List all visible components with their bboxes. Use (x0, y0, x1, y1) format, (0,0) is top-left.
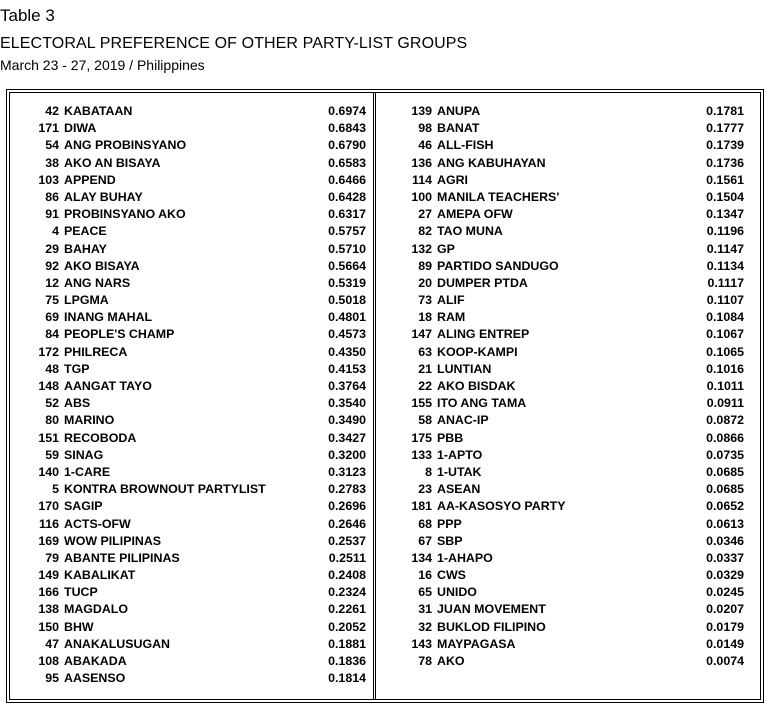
party-name: AKO AN BISAYA (64, 155, 161, 170)
party-number: 166 (38, 585, 59, 600)
preference-value: 0.4350 (328, 344, 366, 359)
preference-value: 0.0149 (706, 636, 744, 651)
table-row (380, 619, 744, 636)
table-row (14, 241, 366, 258)
party-name: ALL-FISH (437, 138, 494, 153)
party-name: AA-KASOSYO PARTY (437, 499, 566, 514)
preference-value: 0.5664 (328, 258, 366, 273)
party-number: 151 (38, 430, 59, 445)
table-row (14, 412, 366, 429)
preference-value: 0.0685 (706, 482, 744, 497)
party-name: PPP (437, 516, 462, 531)
table-row (14, 653, 366, 670)
preference-value: 0.2052 (328, 619, 366, 634)
party-name: ALIF (437, 293, 465, 308)
preference-value: 0.3490 (328, 413, 366, 428)
preference-value: 0.0652 (706, 499, 744, 514)
right-column (380, 103, 744, 670)
table-row (14, 430, 366, 447)
table-row (14, 275, 366, 292)
preference-value: 0.2511 (328, 550, 366, 565)
party-name: PEACE (64, 224, 107, 239)
party-name: AKO BISAYA (64, 258, 140, 273)
preference-value: 0.1781 (706, 104, 744, 118)
party-name: PROBINSYANO AKO (64, 207, 186, 222)
party-number: 114 (412, 172, 432, 187)
party-number: 68 (418, 516, 432, 531)
party-name: ABANTE PILIPINAS (64, 550, 180, 565)
party-name: ALING ENTREP (437, 327, 530, 342)
party-name: ABS (64, 396, 91, 411)
table-row (14, 619, 366, 636)
table-row (380, 498, 744, 515)
party-name: SBP (437, 533, 463, 548)
party-number: 23 (418, 482, 432, 497)
table-row (380, 430, 744, 447)
table-row (14, 498, 366, 515)
table-row (14, 120, 366, 137)
party-name: ANAKALUSUGAN (64, 636, 171, 651)
party-name: MANILA TEACHERS' (437, 189, 560, 204)
party-name: ANAC-IP (437, 413, 489, 428)
party-name: RECOBODA (64, 430, 137, 445)
party-name: LUNTIAN (437, 361, 492, 376)
party-number: 172 (38, 344, 59, 359)
table-row (380, 172, 744, 189)
preference-value: 0.3427 (328, 430, 366, 445)
preference-value: 0.3200 (328, 447, 366, 462)
table-row (14, 137, 366, 154)
party-number: 169 (38, 533, 59, 548)
preference-value: 0.1736 (706, 155, 744, 170)
party-number: 91 (45, 207, 59, 222)
party-number: 134 (411, 550, 432, 565)
party-name: BAHAY (64, 241, 107, 256)
party-name: KONTRA BROWNOUT PARTYLIST (64, 482, 266, 497)
table-row (380, 601, 744, 618)
table-row (14, 395, 366, 412)
table-row (14, 361, 366, 378)
table-row (380, 550, 744, 567)
preference-value: 0.5018 (328, 293, 366, 308)
preference-value: 0.0613 (706, 516, 744, 531)
party-name: KABATAAN (64, 104, 133, 118)
party-name: KOOP-KAMPI (437, 344, 518, 359)
table-row (380, 533, 744, 550)
party-number: 54 (45, 138, 59, 153)
party-number: 139 (411, 104, 432, 118)
party-name: ANG PROBINSYANO (64, 138, 187, 153)
table-row (380, 103, 744, 120)
table-row (380, 223, 744, 240)
preference-value: 0.4153 (328, 361, 366, 376)
party-name: SINAG (64, 447, 104, 462)
preference-value: 0.1561 (706, 172, 744, 187)
table-row (380, 189, 744, 206)
party-name: JUAN MOVEMENT (437, 602, 546, 617)
party-number: 116 (39, 516, 59, 531)
table-row (380, 137, 744, 154)
table-row (380, 258, 744, 275)
party-number: 22 (418, 379, 432, 393)
column-divider (373, 92, 376, 700)
table-row (14, 292, 366, 309)
preference-value: 0.4573 (328, 327, 366, 342)
preference-value: 0.1777 (706, 121, 744, 136)
preference-value: 0.0866 (706, 430, 744, 445)
preference-value: 0.3123 (328, 464, 366, 479)
table-row (14, 172, 366, 189)
table-row (14, 103, 366, 120)
party-name: TUCP (64, 585, 98, 600)
preference-value: 0.0872 (706, 413, 744, 428)
party-name: AANGAT TAYO (64, 379, 152, 393)
party-name: WOW PILIPINAS (64, 533, 162, 548)
party-number: 147 (411, 327, 432, 342)
table-row (14, 550, 366, 567)
party-number: 27 (418, 207, 432, 222)
table-row (14, 464, 366, 481)
party-name: ASEAN (437, 482, 481, 497)
party-number: 133 (411, 447, 432, 462)
preference-value: 0.0207 (706, 602, 744, 617)
preference-value: 0.1134 (706, 258, 744, 273)
party-number: 95 (45, 671, 59, 686)
party-number: 136 (411, 155, 432, 170)
preference-value: 0.1504 (706, 189, 744, 204)
preference-value: 0.0346 (706, 533, 744, 548)
party-number: 79 (45, 550, 59, 565)
party-name: TGP (64, 361, 90, 376)
table-row (14, 326, 366, 343)
preference-value: 0.6843 (328, 121, 366, 136)
party-name: ANG NARS (64, 275, 131, 290)
party-number: 100 (411, 189, 432, 204)
table-row (14, 584, 366, 601)
party-number: 155 (411, 396, 432, 411)
party-name: SAGIP (64, 499, 103, 514)
preference-value: 0.3764 (328, 379, 366, 393)
party-name: PEOPLE'S CHAMP (64, 327, 175, 342)
party-number: 98 (418, 121, 432, 136)
preference-value: 0.1881 (328, 636, 366, 651)
table-row (14, 447, 366, 464)
preference-value: 0.2261 (328, 602, 366, 617)
table-row (380, 516, 744, 533)
party-name: PHILRECA (64, 344, 128, 359)
party-number: 8 (425, 464, 432, 479)
party-number: 175 (411, 430, 432, 445)
party-number: 48 (45, 361, 59, 376)
preference-value: 0.2646 (328, 516, 366, 531)
party-number: 92 (45, 258, 59, 273)
table-row (14, 533, 366, 550)
party-number: 18 (418, 310, 432, 325)
preference-value: 0.5757 (328, 224, 366, 239)
party-number: 5 (52, 482, 59, 497)
preference-value: 0.2408 (328, 568, 366, 583)
table-row (380, 584, 744, 601)
party-name: BHW (64, 619, 94, 634)
table-row (14, 309, 366, 326)
left-column (14, 103, 366, 687)
party-name: AGRI (437, 172, 468, 187)
table-title: ELECTORAL PREFERENCE OF OTHER PARTY-LIST GROUPS (0, 35, 468, 52)
party-number: 20 (418, 275, 432, 290)
table-row (380, 309, 744, 326)
preference-value: 0.2537 (328, 533, 366, 548)
party-name: AKO BISDAK (437, 379, 516, 393)
preference-value: 0.6466 (328, 172, 366, 187)
preference-value: 0.0337 (706, 550, 744, 565)
table-row (380, 206, 744, 223)
table-row (14, 258, 366, 275)
table-row (14, 344, 366, 361)
party-number: 103 (38, 172, 59, 187)
table-row (380, 120, 744, 137)
table-row (14, 636, 366, 653)
preference-value: 0.4801 (328, 310, 366, 325)
party-number: 78 (418, 654, 432, 668)
party-number: 80 (45, 413, 59, 428)
party-name: ALAY BUHAY (64, 189, 143, 204)
table-row (380, 344, 744, 361)
party-number: 47 (45, 636, 59, 651)
party-number: 149 (38, 568, 59, 583)
table-label: Table 3 (0, 6, 55, 25)
party-number: 132 (411, 241, 432, 256)
table-row (380, 481, 744, 498)
party-number: 65 (418, 585, 432, 600)
preference-value: 0.0329 (706, 568, 744, 583)
party-name: MAGDALO (64, 602, 129, 617)
party-number: 29 (45, 241, 59, 256)
table-row (380, 567, 744, 584)
party-name: 1-AHAPO (437, 550, 493, 565)
party-name: ANUPA (437, 104, 481, 118)
party-number: 21 (418, 361, 432, 376)
preference-value: 0.6428 (328, 189, 366, 204)
party-name: DIWA (64, 121, 97, 136)
table-row (14, 516, 366, 533)
party-number: 16 (418, 568, 432, 583)
party-name: APPEND (64, 172, 116, 187)
preference-value: 0.1814 (328, 671, 366, 686)
party-number: 69 (45, 310, 59, 325)
party-name: AASENSO (64, 671, 126, 686)
table-row (380, 292, 744, 309)
table-row (380, 395, 744, 412)
table-row (380, 636, 744, 653)
table-row (380, 464, 744, 481)
table-row (380, 155, 744, 172)
preference-value: 0.1011 (706, 379, 744, 393)
party-number: 148 (38, 379, 59, 393)
party-number: 63 (418, 344, 432, 359)
party-name: BUKLOD FILIPINO (437, 619, 546, 634)
party-number: 42 (45, 104, 59, 118)
preference-value: 0.0179 (706, 619, 744, 634)
party-name: RAM (437, 310, 466, 325)
party-name: MARINO (64, 413, 115, 428)
party-number: 143 (411, 636, 432, 651)
preference-value: 0.3540 (328, 396, 366, 411)
party-number: 138 (38, 602, 59, 617)
preference-value: 0.1117 (707, 275, 744, 290)
preference-value: 0.1016 (706, 361, 744, 376)
party-name: PBB (437, 430, 464, 445)
party-number: 12 (45, 275, 59, 290)
preference-value: 0.5710 (328, 241, 366, 256)
party-name: CWS (437, 568, 466, 583)
table-row (380, 275, 744, 292)
preference-value: 0.0685 (706, 464, 744, 479)
preference-value: 0.0911 (706, 396, 744, 411)
party-name: AKO (437, 654, 465, 668)
party-number: 52 (45, 396, 59, 411)
party-number: 58 (418, 413, 432, 428)
table-row (14, 206, 366, 223)
preference-value: 0.1107 (706, 293, 744, 308)
preference-value: 0.6583 (328, 155, 366, 170)
party-name: INANG MAHAL (64, 310, 153, 325)
party-number: 140 (38, 464, 59, 479)
preference-value: 0.6974 (328, 104, 366, 118)
party-name: ITO ANG TAMA (437, 396, 527, 411)
preference-value: 0.2783 (328, 482, 366, 497)
preference-value: 0.1084 (706, 310, 744, 325)
table-row (380, 378, 744, 395)
preference-value: 0.1739 (706, 138, 744, 153)
party-number: 31 (418, 602, 432, 617)
party-name: ACTS-OFW (64, 516, 131, 531)
table-subtitle: March 23 - 27, 2019 / Philippines (0, 57, 205, 73)
party-name: UNIDO (437, 585, 477, 600)
party-name: AMEPA OFW (437, 207, 513, 222)
party-name: 1-APTO (437, 447, 483, 462)
table-row (380, 361, 744, 378)
party-name: KABALIKAT (64, 568, 136, 583)
party-number: 46 (418, 138, 432, 153)
table-row (14, 223, 366, 240)
preference-value: 0.2324 (328, 585, 366, 600)
preference-value: 0.1067 (706, 327, 744, 342)
table-row (380, 447, 744, 464)
table-row (380, 412, 744, 429)
table-row (14, 567, 366, 584)
preference-value: 0.1065 (706, 344, 744, 359)
preference-value: 0.0074 (706, 654, 744, 668)
table-row (380, 653, 744, 670)
party-number: 73 (418, 293, 432, 308)
party-name: 1-UTAK (437, 464, 482, 479)
party-name: 1-CARE (64, 464, 111, 479)
table-row (14, 670, 366, 687)
party-name: BANAT (437, 121, 480, 136)
party-number: 181 (411, 499, 432, 514)
preference-value: 0.6790 (328, 138, 366, 153)
party-number: 171 (38, 121, 59, 136)
party-number: 150 (38, 619, 59, 634)
party-number: 59 (45, 447, 59, 462)
party-name: MAYPAGASA (437, 636, 516, 651)
preference-value: 0.0735 (706, 447, 744, 462)
party-name: TAO MUNA (437, 224, 503, 239)
preference-value: 0.1196 (706, 224, 744, 239)
party-name: ANG KABUHAYAN (437, 155, 546, 170)
party-number: 38 (45, 155, 59, 170)
preference-value: 0.0245 (706, 585, 744, 600)
party-number: 67 (418, 533, 432, 548)
preference-value: 0.2696 (328, 499, 366, 514)
table-row (14, 601, 366, 618)
party-number: 89 (418, 258, 432, 273)
party-name: PARTIDO SANDUGO (437, 258, 559, 273)
party-number: 170 (38, 499, 59, 514)
preference-value: 0.1347 (706, 207, 744, 222)
party-number: 75 (45, 293, 59, 308)
table-row (14, 189, 366, 206)
table-row (14, 481, 366, 498)
table-row (14, 378, 366, 395)
party-number: 82 (418, 224, 432, 239)
party-name: GP (437, 241, 455, 256)
table-row (14, 155, 366, 172)
party-name: ABAKADA (64, 654, 127, 668)
preference-value: 0.5319 (328, 275, 366, 290)
table-row (380, 241, 744, 258)
preference-value: 0.1147 (706, 241, 744, 256)
party-name: DUMPER PTDA (437, 275, 528, 290)
party-number: 86 (45, 189, 59, 204)
preference-value: 0.1836 (328, 654, 366, 668)
party-number: 84 (45, 327, 59, 342)
table-row (380, 326, 744, 343)
party-name: LPGMA (64, 293, 109, 308)
party-number: 4 (52, 224, 59, 239)
party-number: 108 (38, 654, 59, 668)
preference-value: 0.6317 (328, 207, 366, 222)
party-number: 32 (418, 619, 432, 634)
